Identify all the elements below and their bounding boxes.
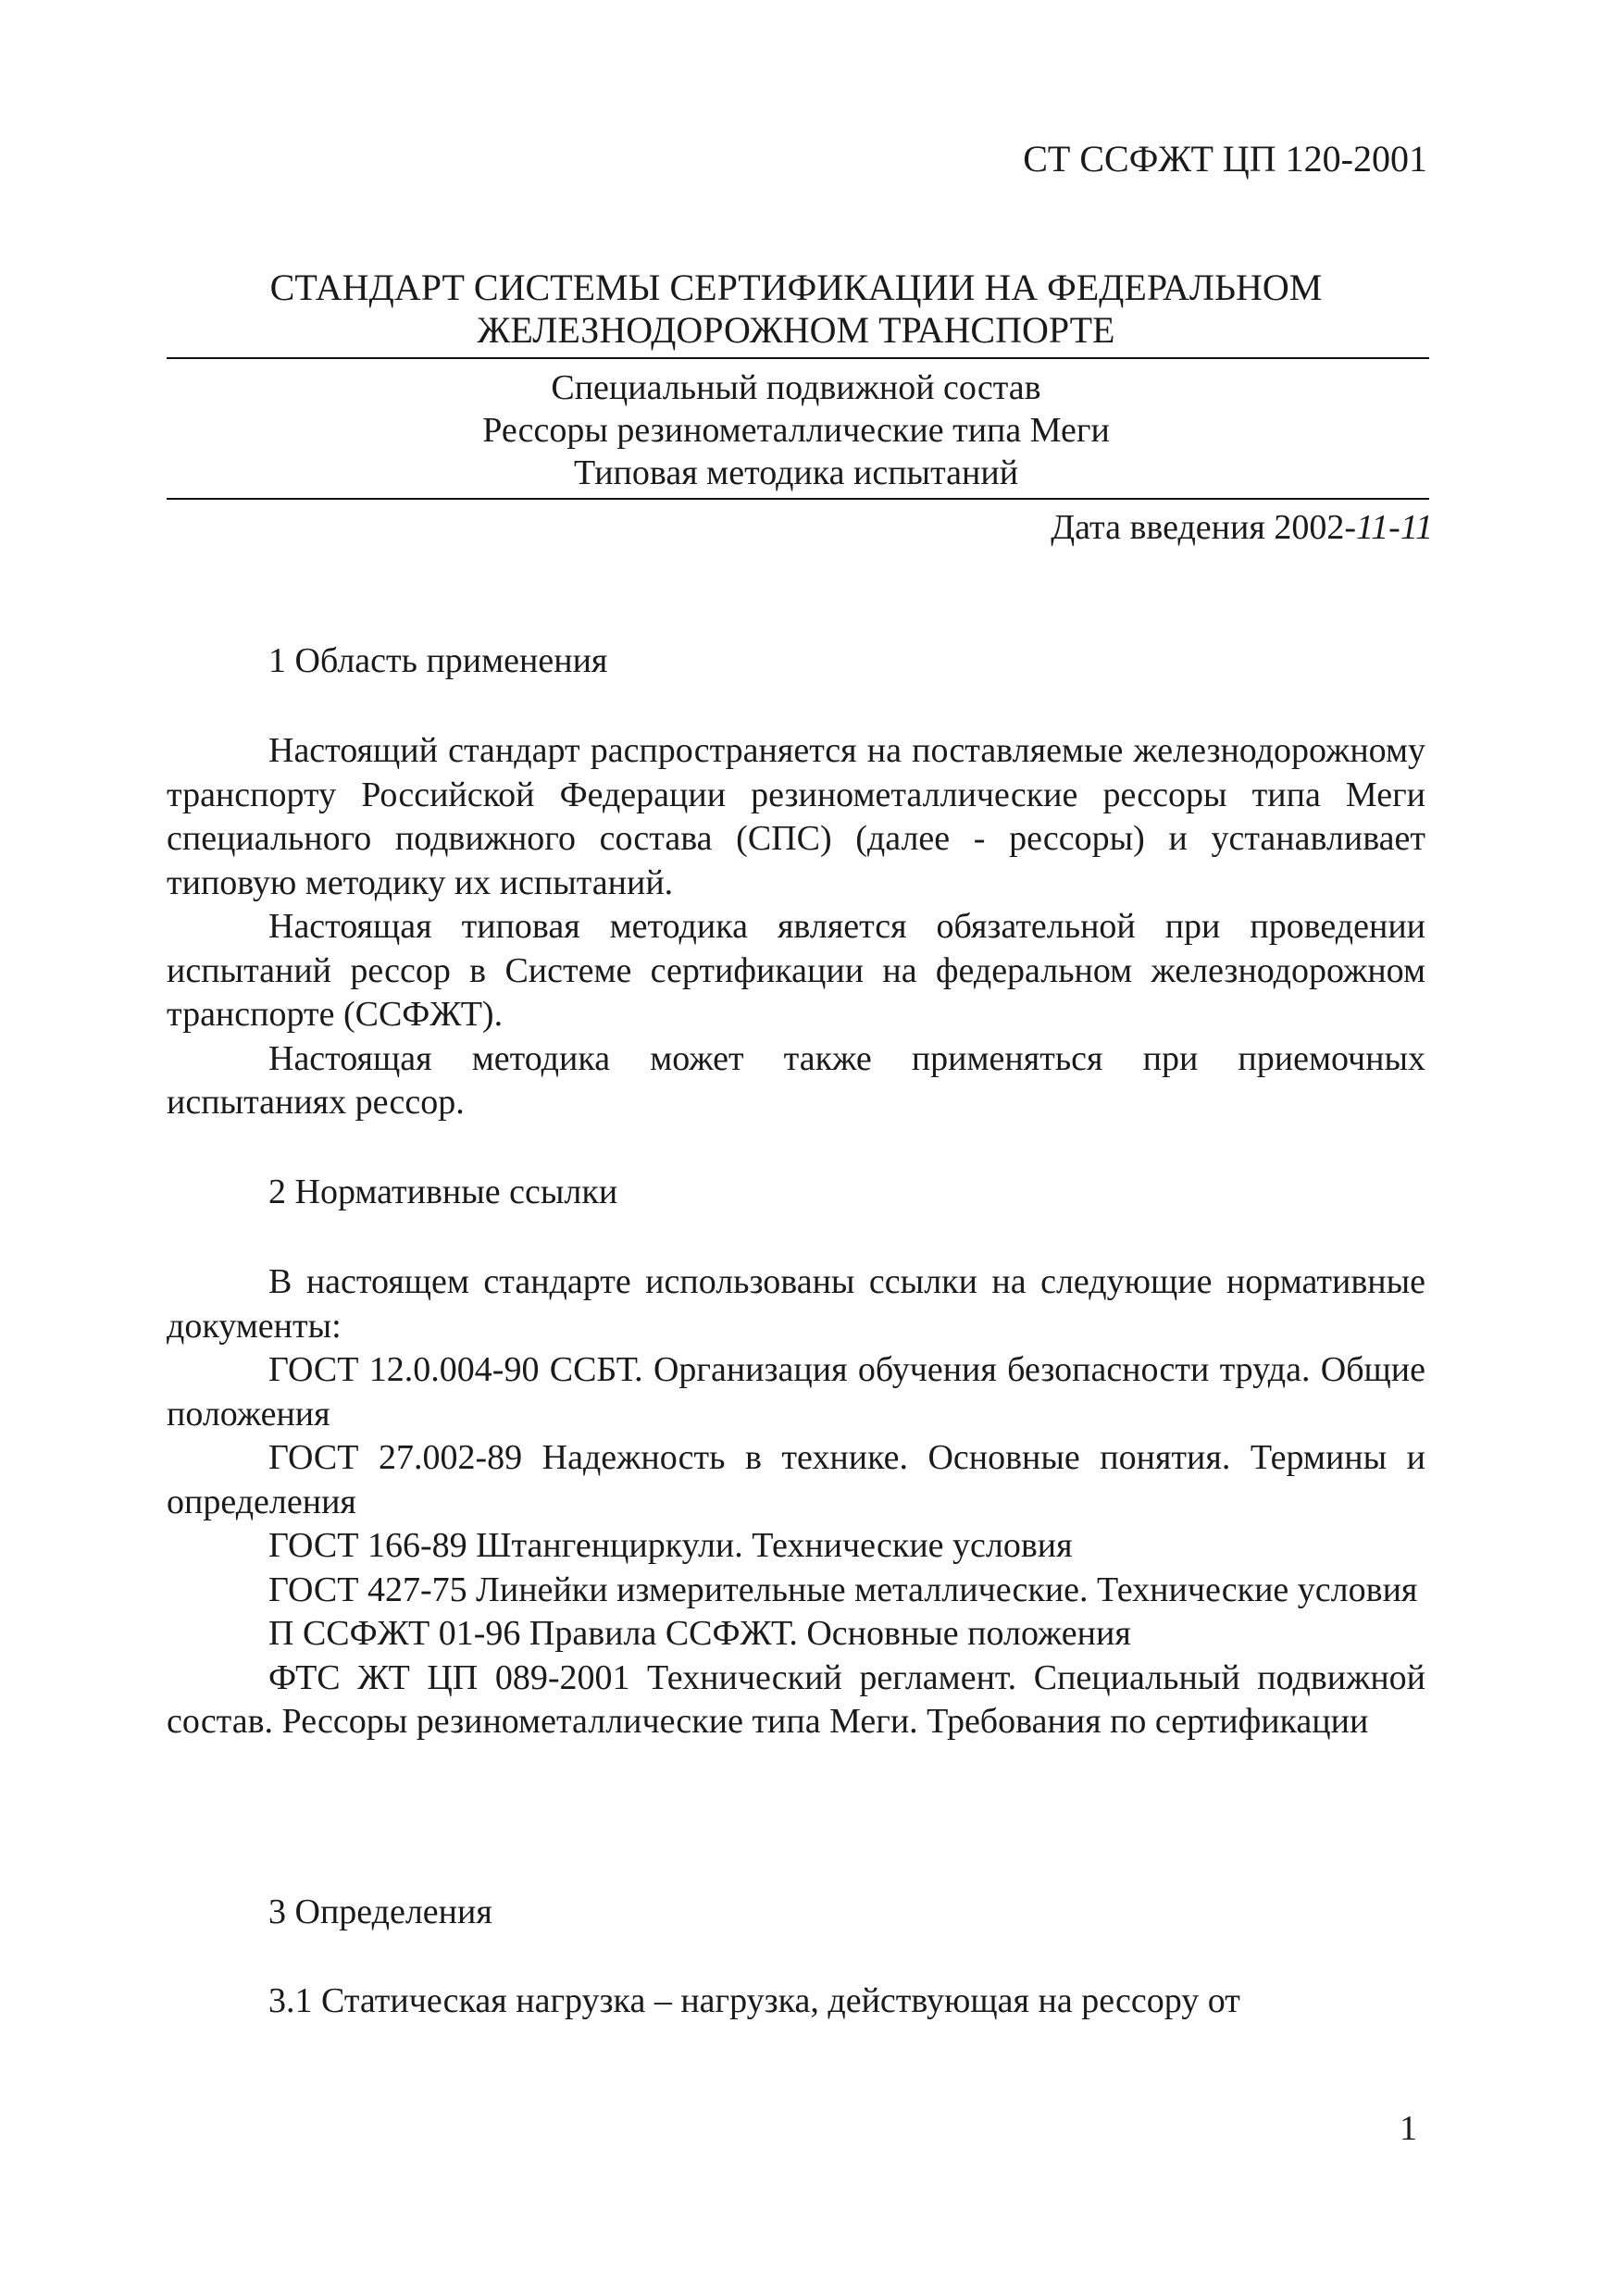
definition-3-1: 3.1 Статическая нагрузка – нагрузка, действующая на рессору от: [268, 1981, 1240, 2020]
normative-reference: П ССФЖТ 01-96 Правила ССФЖТ. Основные положения: [268, 1614, 1131, 1653]
section-2-heading: 2 Нормативные ссылки: [268, 1173, 618, 1211]
section-1-paragraph-1: Настоящий стандарт распространяется на поставляемые железнодорожному транспорту Российской Федерации резинометаллические рессоры типа Меги специального подвижного состава (СПС) (далее - рессоры) и устанавливает типовую методику их испытаний.: [167, 731, 1425, 902]
standard-title-line-1: СТАНДАРТ СИСТЕМЫ СЕРТИФИКАЦИИ НА ФЕДЕРАЛЬНОМ: [269, 267, 1323, 308]
effective-date-label: Дата введения 2002-: [1051, 508, 1356, 547]
page-number: 1: [1400, 2109, 1417, 2148]
section-1-body: [167, 729, 1425, 1125]
effective-date-handwritten: 11-11: [1355, 508, 1433, 547]
normative-reference: ГОСТ 12.0.004-90 ССБТ. Организация обучения безопасности труда. Общие положения: [167, 1350, 1425, 1433]
normative-reference: ГОСТ 427-75 Линейки измерительные металлические. Технические условия: [268, 1570, 1418, 1609]
subtitle-line-1: Специальный подвижной состав: [551, 368, 1041, 407]
normative-reference: ГОСТ 166-89 Штангенциркули. Технические условия: [268, 1526, 1073, 1565]
normative-reference: ФТС ЖТ ЦП 089-2001 Технический регламент. Специальный подвижной состав. Рессоры резинометаллические типа Меги. Требования по сертификации: [167, 1657, 1425, 1741]
effective-date: [1051, 507, 1433, 548]
section-1-paragraph-3: Настоящая методика может также применяться при приемочных испытаниях рессор.: [167, 1038, 1425, 1122]
section-2-intro: В настоящем стандарте использованы ссылки на следующие нормативные документы:: [167, 1262, 1425, 1346]
document-code: СТ ССФЖТ ЦП 120-2001: [1023, 138, 1427, 180]
section-1-heading: 1 Область применения: [268, 641, 608, 680]
subtitle-divider: [167, 498, 1429, 500]
normative-reference: ГОСТ 27.002-89 Надежность в технике. Основные понятия. Термины и определения: [167, 1438, 1425, 1521]
title-divider: [167, 357, 1429, 359]
section-2-body: [167, 1260, 1425, 1744]
standard-title-line-2: ЖЕЛЕЗНОДОРОЖНОМ ТРАНСПОРТЕ: [477, 309, 1115, 351]
subtitle-line-2: Рессоры резинометаллические типа Меги: [482, 411, 1110, 450]
subtitle-line-3: Типовая методика испытаний: [573, 453, 1019, 492]
section-3-heading: 3 Определения: [268, 1893, 492, 1931]
section-1-paragraph-2: Настоящая типовая методика является обязательной при проведении испытаний рессор в Системе сертификации на федеральном железнодорожном транспорте (ССФЖТ).: [167, 907, 1425, 1034]
